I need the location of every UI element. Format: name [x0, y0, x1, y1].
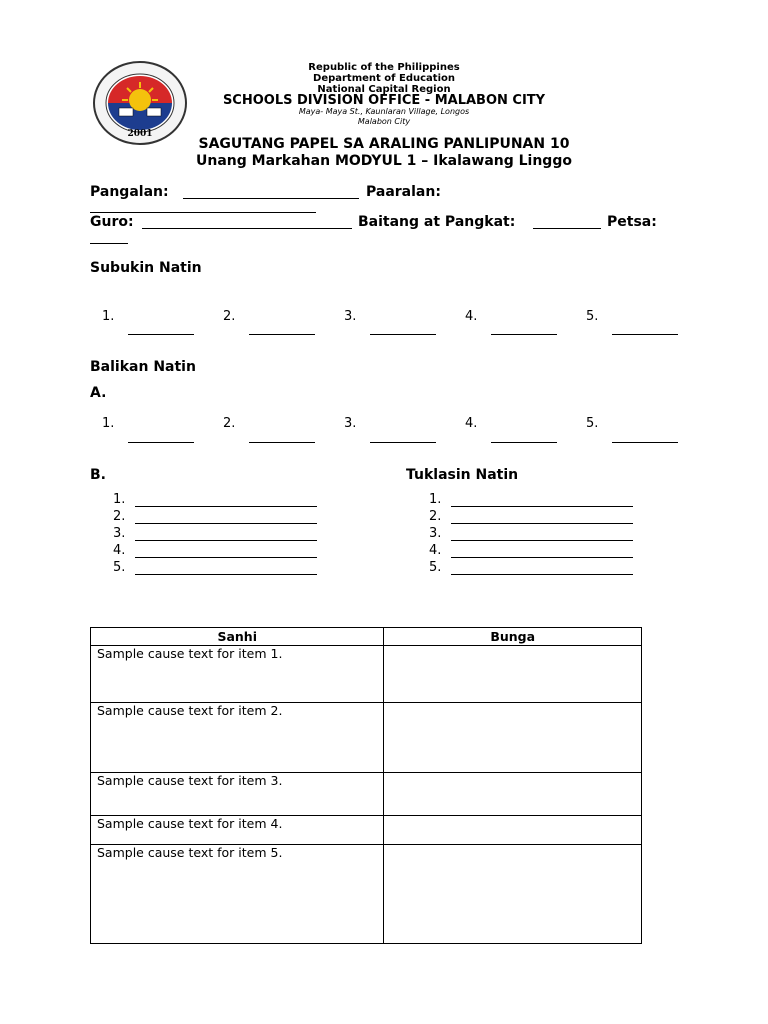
tuklasin-number-4: 4.	[429, 543, 442, 558]
balikan-a-number-3: 3.	[344, 416, 357, 431]
balikan-b-number-2: 2.	[113, 509, 126, 524]
sanhi-cell-3: Sample cause text for item 3.	[91, 773, 384, 816]
tuklasin-number-2: 2.	[429, 509, 442, 524]
pangalan-field[interactable]	[183, 184, 359, 199]
header-city: Malabon City	[357, 117, 411, 126]
sanhi-bunga-table	[90, 627, 642, 944]
title-line1: SAGUTANG PAPEL SA ARALING PANLIPUNAN 10	[198, 136, 570, 152]
header-address: Maya- Maya St., Kaunlaran Village, Longos	[298, 107, 470, 116]
subukin-number-5: 5.	[586, 309, 599, 324]
paaralan-label: Paaralan:	[366, 184, 441, 200]
subukin-answer-2[interactable]	[249, 320, 315, 335]
tuklasin-number-1: 1.	[429, 492, 442, 507]
balikan-a-answer-1[interactable]	[128, 428, 194, 443]
subukin-number-4: 4.	[465, 309, 478, 324]
header-deped: Department of Education	[313, 73, 455, 84]
balikan-a-answer-5[interactable]	[612, 428, 678, 443]
pangalan-label: Pangalan:	[90, 184, 169, 200]
balikan-a-number-4: 4.	[465, 416, 478, 431]
balikan-a-answer-3[interactable]	[370, 428, 436, 443]
baitang-field[interactable]	[533, 214, 601, 229]
title-line2: Unang Markahan MODYUL 1 – Ikalawang Linggo	[196, 153, 572, 169]
table-row	[91, 703, 642, 773]
tuklasin-answer-1[interactable]	[451, 492, 633, 507]
division-seal-logo	[92, 60, 188, 146]
balikan-heading: Balikan Natin	[90, 359, 196, 375]
subukin-number-3: 3.	[344, 309, 357, 324]
bunga-cell-5[interactable]	[384, 845, 642, 944]
paaralan-field[interactable]	[90, 198, 316, 213]
balikan-b-answer-2[interactable]	[135, 509, 317, 524]
balikan-b-answer-3[interactable]	[135, 526, 317, 541]
column-header-sanhi: Sanhi	[91, 628, 384, 646]
bunga-cell-1[interactable]	[384, 646, 642, 703]
petsa-field[interactable]	[90, 229, 128, 244]
balikan-a-number-1: 1.	[102, 416, 115, 431]
balikan-a-answer-4[interactable]	[491, 428, 557, 443]
bunga-cell-2[interactable]	[384, 703, 642, 773]
baitang-label: Baitang at Pangkat:	[358, 214, 516, 230]
column-header-bunga: Bunga	[384, 628, 642, 646]
tuklasin-heading: Tuklasin Natin	[406, 467, 519, 483]
balikan-b-number-4: 4.	[113, 543, 126, 558]
sanhi-cell-2: Sample cause text for item 2.	[91, 703, 384, 773]
subukin-answer-4[interactable]	[491, 320, 557, 335]
part-b-label: B.	[90, 467, 106, 483]
balikan-a-answer-2[interactable]	[249, 428, 315, 443]
subukin-heading: Subukin Natin	[90, 260, 202, 276]
header-office: SCHOOLS DIVISION OFFICE - MALABON CITY	[222, 93, 546, 108]
bunga-cell-3[interactable]	[384, 773, 642, 816]
balikan-b-number-1: 1.	[113, 492, 126, 507]
header-republic: Republic of the Philippines	[308, 62, 460, 73]
subukin-answer-3[interactable]	[370, 320, 436, 335]
table-row	[91, 646, 642, 703]
tuklasin-answer-3[interactable]	[451, 526, 633, 541]
tuklasin-number-5: 5.	[429, 560, 442, 575]
tuklasin-number-3: 3.	[429, 526, 442, 541]
balikan-a-number-2: 2.	[223, 416, 236, 431]
tuklasin-answer-2[interactable]	[451, 509, 633, 524]
subukin-number-2: 2.	[223, 309, 236, 324]
balikan-b-answer-1[interactable]	[135, 492, 317, 507]
subukin-answer-5[interactable]	[612, 320, 678, 335]
balikan-b-answer-5[interactable]	[135, 560, 317, 575]
sanhi-cell-5: Sample cause text for item 5.	[91, 845, 384, 944]
subukin-number-1: 1.	[102, 309, 115, 324]
table-row	[91, 816, 642, 845]
sanhi-cell-1: Sample cause text for item 1.	[91, 646, 384, 703]
petsa-label: Petsa:	[607, 214, 657, 230]
seal-year: 2001	[127, 129, 153, 139]
sanhi-cell-4: Sample cause text for item 4.	[91, 816, 384, 845]
tuklasin-answer-4[interactable]	[451, 543, 633, 558]
table-header-row	[91, 628, 642, 646]
balikan-b-answer-4[interactable]	[135, 543, 317, 558]
tuklasin-answer-5[interactable]	[451, 560, 633, 575]
balikan-b-number-5: 5.	[113, 560, 126, 575]
table-row	[91, 773, 642, 816]
header-region: National Capital Region	[317, 84, 451, 95]
table-row	[91, 845, 642, 944]
subukin-answer-1[interactable]	[128, 320, 194, 335]
balikan-b-number-3: 3.	[113, 526, 126, 541]
balikan-a-number-5: 5.	[586, 416, 599, 431]
part-a-label: A.	[90, 385, 107, 401]
bunga-cell-4[interactable]	[384, 816, 642, 845]
guro-field[interactable]	[142, 214, 352, 229]
guro-label: Guro:	[90, 214, 134, 230]
